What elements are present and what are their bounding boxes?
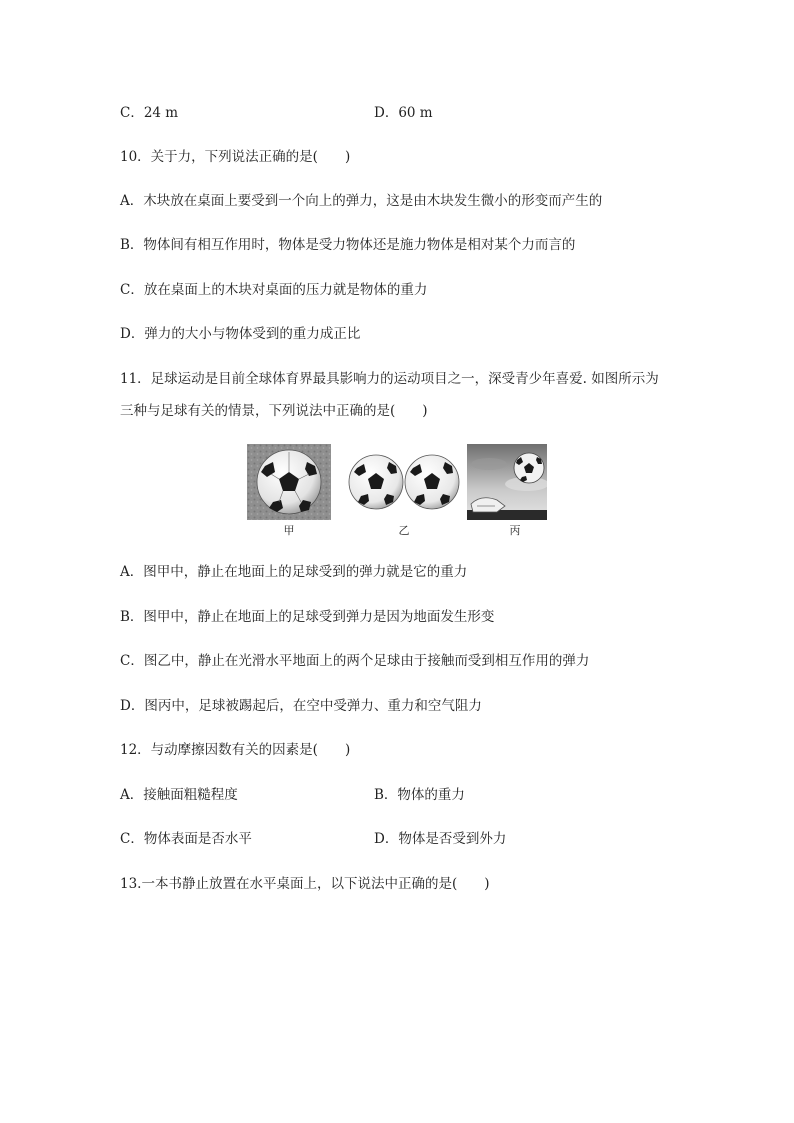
q10-option-a: A．木块放在桌面上要受到一个向上的弹力，这是由木块发生微小的形变而产生的 (120, 193, 603, 209)
figure-yi-image (347, 444, 461, 520)
soccer-figure (247, 444, 547, 540)
q10-option-c: C．放在桌面上的木块对桌面的压力就是物体的重力 (120, 282, 428, 298)
q12-option-c: C．物体表面是否水平 (120, 831, 252, 847)
q11-option-a: A．图甲中，静止在地面上的足球受到的弹力就是它的重力 (120, 564, 468, 580)
q12-option-a: A．接触面粗糙程度 (120, 787, 238, 803)
figure-caption-yi: 乙 (398, 524, 410, 537)
q11-stem-line1: 11．足球运动是目前全球体育界最具影响力的运动项目之一，深受青少年喜爱. 如图所示为 (120, 371, 659, 387)
q12-stem: 12．与动摩擦因数有关的因素是( ) (120, 742, 351, 758)
figure-caption-bing: 丙 (509, 524, 521, 537)
q9-option-d: D．60 m (374, 105, 433, 121)
q9-option-c: C．24 m (120, 105, 179, 121)
q12-option-b: B．物体的重力 (374, 787, 465, 803)
q10-option-b: B．物体间有相互作用时，物体是受力物体还是施力物体是相对某个力而言的 (120, 237, 576, 253)
q11-stem-line2: 三种与足球有关的情景，下列说法中正确的是( ) (120, 403, 428, 419)
q11-option-b: B．图甲中，静止在地面上的足球受到弹力是因为地面发生形变 (120, 609, 495, 625)
figure-bing-image (467, 444, 547, 520)
q10-option-d: D．弹力的大小与物体受到的重力成正比 (120, 326, 361, 342)
q12-option-d: D．物体是否受到外力 (374, 831, 507, 847)
q10-stem: 10．关于力，下列说法正确的是( ) (120, 149, 351, 165)
figure-caption-jia: 甲 (283, 524, 295, 537)
q11-option-d: D．图丙中，足球被踢起后，在空中受弹力、重力和空气阻力 (120, 698, 482, 714)
q13-stem: 13.一本书静止放置在水平桌面上，以下说法中正确的是( ) (120, 876, 490, 892)
q11-option-c: C．图乙中，静止在光滑水平地面上的两个足球由于接触而受到相互作用的弹力 (120, 653, 590, 669)
figure-jia-image (247, 444, 331, 520)
